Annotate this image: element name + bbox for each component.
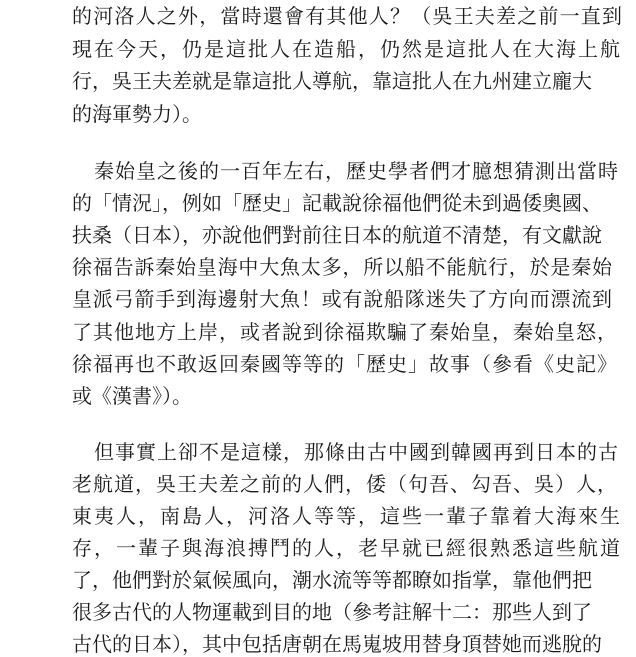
paragraph-2-line-3: 扶桑（日本），亦說他們對前往日本的航道不清楚，有文獻說: [72, 223, 602, 247]
paragraph-2-line-7: 徐福再也不敢返回秦國等等的「歷史」故事（參看《史記》: [72, 352, 618, 376]
paragraph-3-line-4: 存，一輩子與海浪搏鬥的人，老早就已經很熟悉這些航道: [72, 536, 622, 560]
paragraph-1-line-3: 行，吳王夫差就是靠這批人導航，靠這批人在九州建立龐大: [72, 69, 592, 93]
paragraph-2-line-2: 的「情況」，例如「歷史」記載說徐福他們從未到過倭奧國、: [72, 191, 602, 215]
paragraph-3-line-1: 但事實上卻不是這樣，那條由古中國到韓國再到日本的古: [94, 440, 619, 464]
paragraph-1-line-4: 的海軍勢力）。: [72, 102, 202, 126]
paragraph-2-line-1: 秦始皇之後的一百年左右，歷史學者們才臆想猜測出當時: [94, 159, 619, 183]
paragraph-2-line-5: 皇派弓箭手到海邊射大魚！或有說船隊迷失了方向而漂流到: [72, 287, 613, 311]
paragraph-3-line-7: 古代的日本），其中包括唐朝在馬嵬坡用替身頂替她而逃脫的: [72, 632, 602, 656]
paragraph-2-line-6: 了其他地方上岸，或者說到徐福欺騙了秦始皇，秦始皇怒，: [72, 320, 618, 344]
paragraph-1-line-2: 現在今天，仍是這批人在造船，仍然是這批人在大海上航: [72, 37, 622, 61]
paragraph-2-line-8: 或《漢書》）。: [72, 384, 192, 408]
paragraph-3-line-3: 東夷人，南島人，河洛人等等，這些一輩子靠着大海來生: [72, 504, 622, 528]
paragraph-1-line-1: 的河洛人之外，當時還會有其他人？（吳王夫差之前一直到: [72, 4, 624, 28]
paragraph-2-line-4: 徐福告訴秦始皇海中大魚太多，所以船不能航行，於是秦始: [72, 255, 613, 279]
paragraph-3-line-6: 很多古代的人物運載到目的地（參考註解十二：那些人到了: [72, 600, 592, 624]
paragraph-3-line-5: 了，他們對於氣候風向，潮水流等等都瞭如指掌，靠他們把: [72, 568, 592, 592]
paragraph-3-line-2: 老航道，吳王夫差之前的人們，倭（句吾、勾吾、吳）人，: [72, 472, 618, 496]
